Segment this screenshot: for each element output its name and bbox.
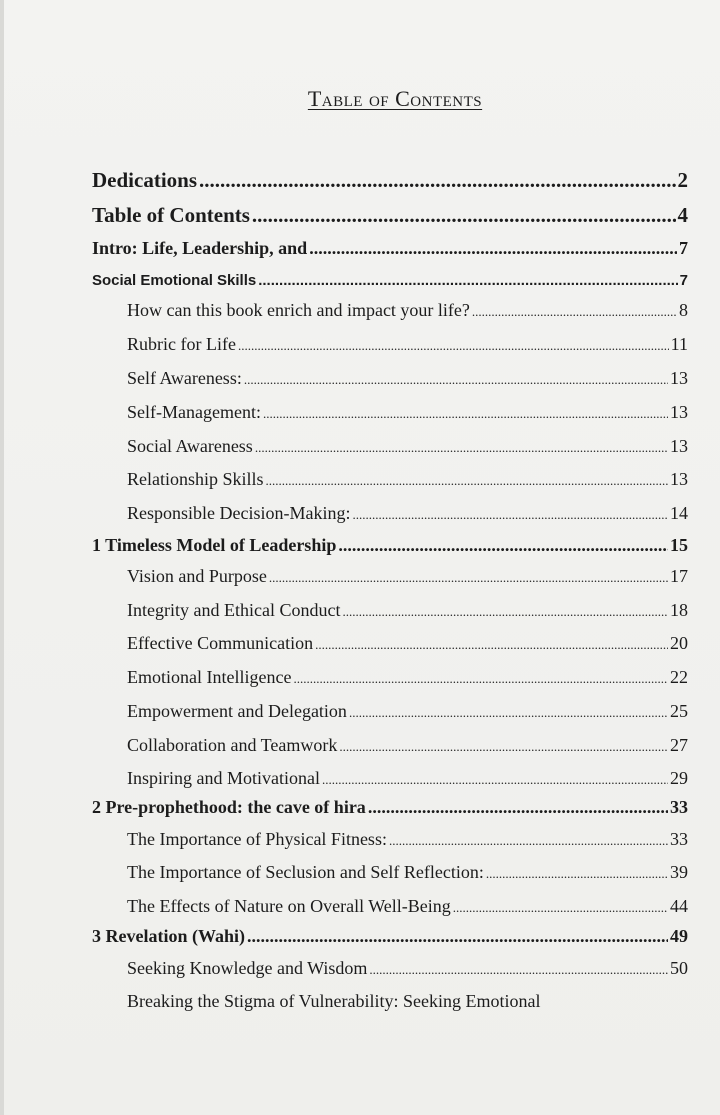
toc-subentry: Collaboration and Teamwork ..... 27 — [127, 735, 688, 756]
toc-subentry: Breaking the Stigma of Vulnerability: Seeking Emotional — [127, 991, 541, 1011]
toc-subentry: Relationship Skills ..... 13 — [127, 469, 688, 490]
toc-subentry: Empowerment and Delegation ..... 25 — [127, 701, 688, 722]
toc-subentry: Self Awareness: ..... 13 — [127, 368, 688, 389]
toc-entry-chapter-1: 1 Timeless Model of Leadership ..... 15 — [92, 535, 688, 556]
page-title: Table of Contents — [307, 86, 483, 111]
toc-subentry: Effective Communication ..... 20 — [127, 633, 688, 654]
toc-subentry: The Effects of Nature on Overall Well-Being ..... 44 — [127, 896, 688, 917]
toc-subentry: How can this book enrich and impact your life? ..... 8 — [127, 300, 688, 321]
toc-subentry: The Importance of Physical Fitness: ..... 33 — [127, 829, 688, 850]
toc-entry-social-emotional-skills: Social Emotional Skills ..... 7 — [92, 272, 688, 289]
toc-subentry: Seeking Knowledge and Wisdom ..... 50 — [127, 958, 688, 979]
toc-subentry: Self-Management: ..... 13 — [127, 402, 688, 423]
toc-subentry: The Importance of Seclusion and Self Reflection: ..... 39 — [127, 862, 688, 883]
toc-entry-table-of-contents: Table of Contents ..... 4 — [92, 203, 688, 228]
toc-subentry: Emotional Intelligence ..... 22 — [127, 667, 688, 688]
toc-subentry: Inspiring and Motivational ..... 29 — [127, 768, 688, 789]
toc-subentry: Vision and Purpose ..... 17 — [127, 566, 688, 587]
toc-entry-intro: Intro: Life, Leadership, and ..... 7 — [92, 238, 688, 259]
toc-entry-dedications: Dedications ..... 2 — [92, 168, 688, 193]
toc-subentry: Responsible Decision-Making: ..... 14 — [127, 503, 688, 524]
toc-subentry: Integrity and Ethical Conduct ..... 18 — [127, 600, 688, 621]
toc-subentry: Social Awareness ..... 13 — [127, 436, 688, 457]
toc-entry-chapter-2: 2 Pre-prophethood: the cave of hira ..... 33 — [92, 797, 688, 818]
toc-entry-chapter-3: 3 Revelation (Wahi) ..... 49 — [92, 926, 688, 947]
toc-subentry: Rubric for Life ..... 11 — [127, 334, 688, 355]
